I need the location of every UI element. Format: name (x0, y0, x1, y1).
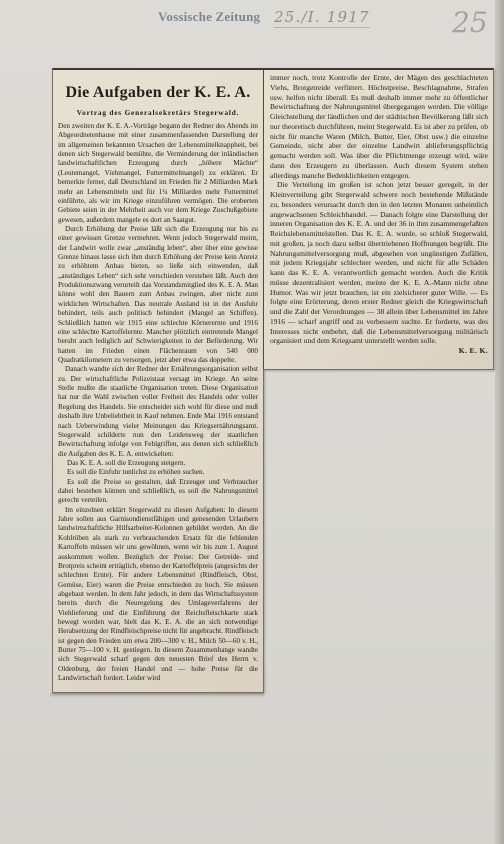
task-point: Das K. E. A. soll die Erzeugung steigern. (67, 458, 186, 467)
paragraph: Danach wandte sich der Redner der Ernährungsorganisation selbst zu. Der wirtschaftliche Polizeistaat versagt im Kriege. An seine Stelle mußte die staatliche Organisation treten. Diese Organisation hat nur die Wahl zwischen voller Freiheit des Handels oder voller Regelung des Handels. Sie entscheidet sich wohl für diese und muß deshalb ihre Unbeliebtheit in Kauf nehmen. Ende Mai 1916 entstand nach Ueberwindung vieler Meinungen das Kriegsernährungsamt. Stegerwald schilderte nun den Leidensweg der staatlichen Bewirtschaftung infolge von Fehlgriffen, aus denen sich schließlich die Aufgaben des K. E. A. entwickelten: (58, 365, 258, 458)
newspaper-stamp: Vossische Zeitung (158, 9, 261, 24)
article-subtitle: Vortrag des Generalsekretärs Stegerwald. (76, 108, 240, 117)
task-point: Es soll die Einfuhr tunlichst zu erhöhen suchen. (67, 468, 205, 477)
clipping-right-column (263, 68, 494, 370)
left-column-body (58, 122, 258, 689)
paragraph: immer noch, trotz Kontrolle der Ernte, der Mägen des geschlachteten Viehs, Brotgetreide verfüttert. Höchstpreise, Beschlagnahme, Strafen usw. helfen nicht überall. Es muß deshalb immer mehr zu öffentlicher Bewirtschaftung der Nahrungsmittel übergegangen werden. Die völlige Gleichstellung der ländlichen und der städtischen Bevölkerung läßt sich nur theoretisch durchführen, meint Stegerwald. Es ist aber zu prüfen, ob nicht für manche Waren (Milch, Butter, Eier, Obst usw.) die einzelne Gemeinde, nicht aber der einzelne Landwirt ablieferungspflichtig gemacht werden soll. Was über die Pflichtmenge erzeugt wird, wäre dann den Erzeugern zu überlassen. Auch diesem System stehen allerdings manche Bedenklichkeiten entgegen. (270, 73, 488, 180)
clipping-shadow (50, 693, 264, 698)
handwritten-page-number: 25 (452, 6, 488, 39)
clipping-left-column (52, 68, 264, 693)
sheet-right-edge (495, 0, 504, 844)
paragraph: Durch Erhöhung der Preise läßt sich die Erzeugung nur bis zu einer gewissen Grenze vermehren. Wenn jedoch Stegerwald meint, der Landwirt wolle zwar „anständig leben“, aber über eine gewisse Grenze hinaus lasse sich ihm durch Erhöhung der Preise kein Anreiz zu erhöhtem Anbau bieten, so ließe sich einwenden, daß „anständiges Leben“ sich sehr verschieden verstehen läßt. Auch den Produktionszwang verurteilt das Vorstandsmitglied des K. E. A. Man könne wohl den Bauern zum Anbau zwingen, aber nicht zum wirklichen Wirtschaften. Das neutrale Ausland ist in der Ausfuhr behindert, teils auch politisch behindert (Mangel an Schiffen). Schließlich hatten wir 1915 eine schlechte Körnerernte und 1916 eine schlechte Kartoffelernte. Mancher plötzlich eintretende Mangel beruht auch lediglich auf Schwierigkeiten in der Beförderung. Wir hatten im Frieden einen Flächenraum von 540 000 Quadratkilometern zu versorgen, jetzt aber etwa das doppelte. (58, 224, 258, 364)
task-point: Es soll die Preise so gestalten, daß Erzeuger und Verbraucher dabei bestehen können und schließlich, es soll die Nahrungsmittel gerecht verteilen. (58, 477, 258, 505)
paragraph: Im einzelnen erklärt Stegerwald zu diesen Aufgaben: In diesem Jahre sollen aus Garnisondienstfähigen und genesenden Urlaubern landwirtschaftliche Hilfsarbeiter-Kolonnen gebildet werden. An die Kohlrüben als stark zu verbrauchenden Ersatz für die fehlenden Kartoffeln müssen wir uns gewöhnen, wenn wir bis zum 1. August auskommen wollen. Bezüglich der Preise: Der Getreide- und Brotpreis scheint erträglich, ebenso der Kartoffelpreis (angesichts der schlechten Ernte). Für andere Lebensmittel (Rindfleisch, Obst, Gemüse, Eier) waren die Preise entschieden zu hoch. Sie müssen abgebaut werden. In dem Jahr jedoch, in dem das Wirtschaftssystem bereits durch die Neuregelung des Umlageverfahrens der Viehlieferung und die Einführung der Reichsfleischkarte stark bewegt worden war, hielt das K. E. A. die an sich notwendige Herabsetzung der Rindfleischpreise nicht für angebracht. Rindfleisch ist gegen den Frieden um etwa 200—300 v. H., Milch 50—60 v. H., Butter 75—100 v. H. gestiegen. In diesem Zusammenhange wandte sich Stegerwald scharf gegen den neuesten Brief des Herrn v. Oldenburg, der freien Handel und — hohe Preise für die Landwirtschaft fordert. Leider wird (58, 505, 258, 683)
paragraph: Die Verteilung im großen ist schon jetzt besser geregelt, in der Kleinverteilung gibt Stegerwald schwere noch bestehende Mißstände zu, besonders verursacht durch den in den letzten Monaten unheimlich angewachsenen Schleichhandel. — Danach folgte eine Darstellung der inneren Organisation des K. E. A. und der 36 in ihm zusammengefaßten Reichslebensmittelstellen. Das K. E. A. wurde, so schloß Stegerwald, mit großen, ja noch dazu selbst übertriebenen Hoffnungen begrüßt. Die Nahrungsmittelversorgung muß, abgesehen von ungünstigen Zufällen, mit jedem Kriegsjahr schlechter werden, und nicht für alle Schäden kann das K. E. A. verantwortlich gemacht werden. Auch die Kritik müsse dezentralisiert werden, meinte der K. E. A.-Mann nicht ohne Humor. Was wir jetzt brauchen, ist ein zielsicherer guter Wille. — Es folgte eine Erörterung, deren erster Redner gleich die Kriegswirtschaft und die Zahl der Verordnungen — 38 allein über Lebensmittel im Jahre 1916 — scharf angriff und zu verbessern suchte. Er forderte, was des Interesses nicht entbehrt, daß die Lebensmittelversorgung militärisch organisiert und dem Kriegsamt unterstellt werden solle. (270, 180, 488, 346)
author-signature: K. E. K. (458, 346, 488, 355)
article-title: Die Aufgaben der K. E. A. (65, 84, 251, 101)
right-column-body (270, 73, 488, 366)
handwritten-date: 25./I. 1917 (274, 8, 370, 26)
paragraph: Den zweiten der K. E. A.-Vorträge begann der Redner des Abends im Abgeordnetenhause mit einer zusammenfassenden Darstellung der im allgemeinen bekannten Ursachen der Lebensmittelknappheit, bei denen sich Stegerwald bemühte, die Verminderung der inländischen landwirtschaftlichen Erzeugung durch „höhere Mächte“ (Leutemangel, Viehmangel, Futtermittelmangel) zu erklären. Er bemerkte ferner, daß Deutschland im Frieden für 2 Milliarden Mark mehr an Lebensmitteln und für 1¼ Milliarden mehr Futtermittel einführte, als wir im Kriege einzuführen vermögen. Die eroberten Gebiete seien in der Mehrheit auch vor dem Kriege Zuschußgebiete gewesen, außerdem mangele es dort an Saatgut. (58, 122, 258, 224)
